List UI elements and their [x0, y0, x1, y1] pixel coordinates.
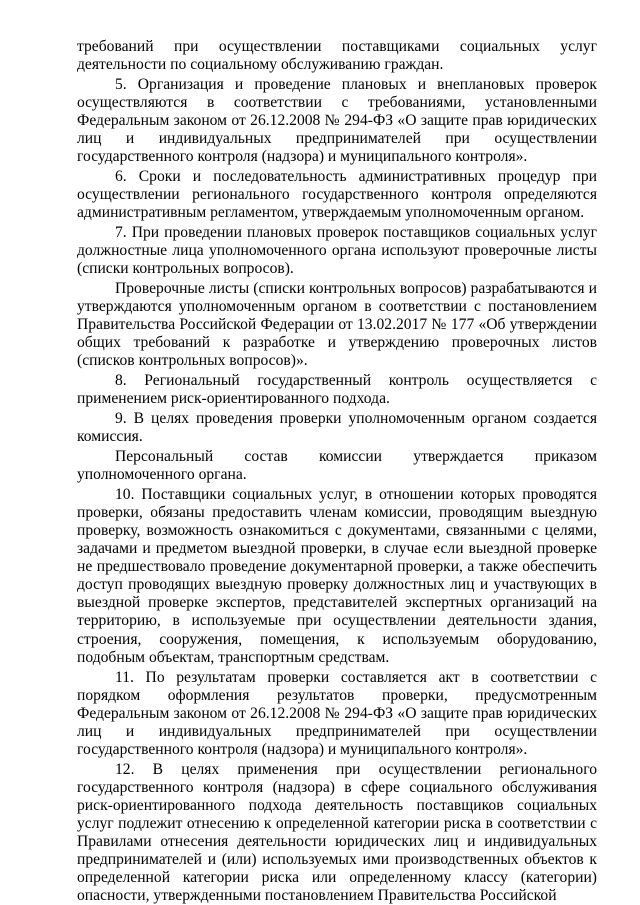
- paragraph-checklists: Проверочные листы (списки контрольных вопросов) разрабатываются и утверждаются уполномоченным органом в соответствии с постановлением Правительства Российской Федерации от 13.02.2017 № 177 «Об утверждении общих требований к разработке и утверждению проверочных листов (списков контрольных вопросов)».: [77, 280, 597, 370]
- paragraph-continuation: требований при осуществлении поставщиками социальных услуг деятельности по социальному обслуживанию граждан.: [77, 38, 597, 74]
- document-page: [77, 38, 597, 905]
- paragraph-item-6: 6. Сроки и последовательность административных процедур при осуществлении регионального государственного контроля определяются административным регламентом, утверждаемым уполномоченным органом.: [77, 168, 597, 222]
- paragraph-item-10: 10. Поставщики социальных услуг, в отношении которых проводятся проверки, обязаны предоставить членам комиссии, проводящим выездную проверку, возможность ознакомиться с документами, связанными с целями, задачами и предметом выездной проверки, в случае если выездной проверке не предшествовало проведение документарной проверки, а также обеспечить доступ проводящих выездную проверку должностных лиц и участвующих в выездной проверке экспертов, представителей экспертных организаций на территорию, в используемые при осуществлении деятельности здания, строения, сооружения, помещения, к используемым оборудованию, подобным объектам, транспортным средствам.: [77, 486, 597, 666]
- paragraph-item-11: 11. По результатам проверки составляется акт в соответствии с порядком оформления результатов проверки, предусмотренным Федеральным законом от 26.12.2008 № 294-ФЗ «О защите прав юридических лиц и индивидуальных предпринимателей при осуществлении государственного контроля (надзора) и муниципального контроля».: [77, 668, 597, 758]
- paragraph-item-8: 8. Региональный государственный контроль осуществляется с применением риск-ориентированного подхода.: [77, 372, 597, 408]
- paragraph-item-9: 9. В целях проведения проверки уполномоченным органом создается комиссия.: [77, 410, 597, 446]
- paragraph-item-12: 12. В целях применения при осуществлении регионального государственного контроля (надзора) в сфере социального обслуживания риск-ориентированного подхода деятельность поставщиков социальных услуг подлежит отнесению к определенной категории риска в соответствии с Правилами отнесения деятельности юридических лиц и индивидуальных предпринимателей и (или) используемых ими производственных объектов к определенной категории риска или определенному классу (категории) опасности, утвержденными постановлением Правительства Российской: [77, 760, 597, 904]
- paragraph-item-5: 5. Организация и проведение плановых и внеплановых проверок осуществляются в соответствии с требованиями, установленными Федеральным законом от 26.12.2008 № 294-ФЗ «О защите прав юридических лиц и индивидуальных предпринимателей при осуществлении государственного контроля (надзора) и муниципального контроля».: [77, 76, 597, 166]
- paragraph-commission: Персональный состав комиссии утверждается приказом уполномоченного органа.: [77, 448, 597, 484]
- paragraph-item-7: 7. При проведении плановых проверок поставщиков социальных услуг должностные лица уполномоченного органа используют проверочные листы (списки контрольных вопросов).: [77, 224, 597, 278]
